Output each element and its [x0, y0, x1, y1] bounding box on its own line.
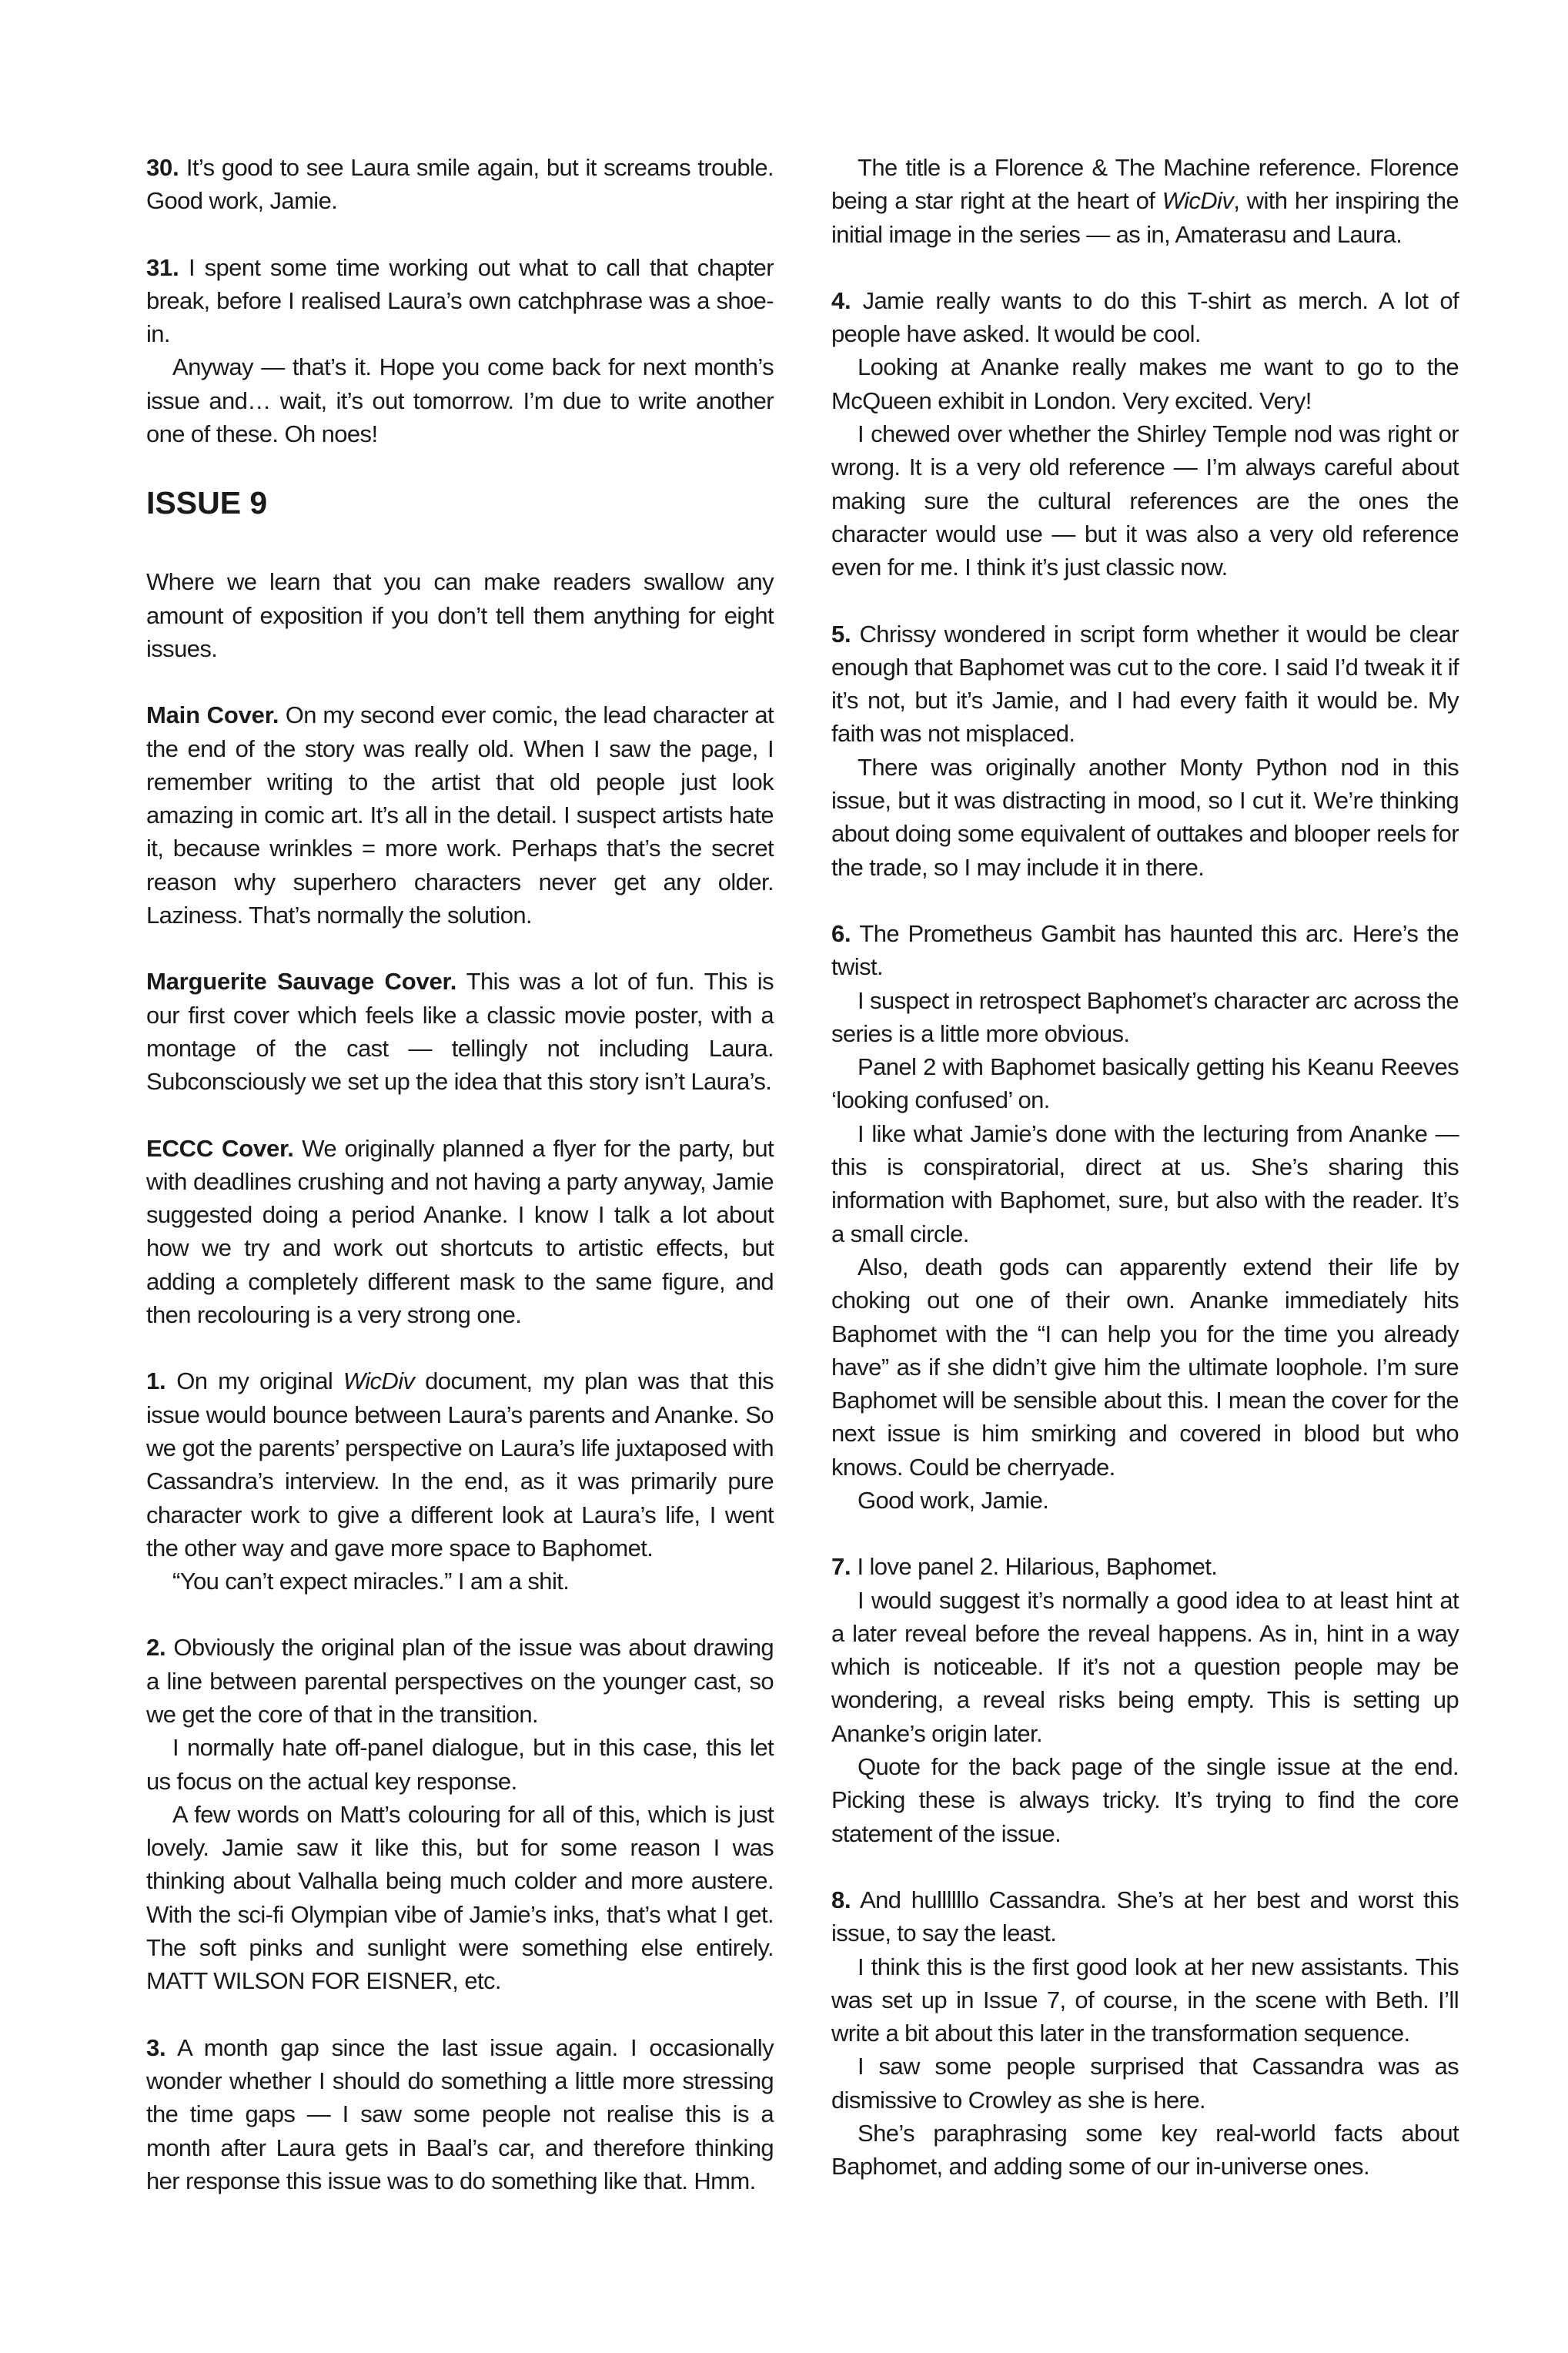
note-number: 30.	[146, 154, 179, 181]
note-text: We originally planned a flyer for the party, but with deadlines crushing and not having a party anyway, Jamie suggested doing a period Ananke. I know I talk a lot about how we try and work out shortcuts to artistic effects, but adding a completely different mask to the same figure, and then recolouring is a very strong one.	[146, 1134, 774, 1329]
note-text: And hullllllo Cassandra. She’s at her best and worst this issue, to say the least.	[831, 1886, 1459, 1947]
note-paragraph	[831, 151, 1459, 251]
note-paragraph: Quote for the back page of the single issue at the end. Picking these is always tricky. It’s trying to find the core statement of the issue.	[831, 1753, 1459, 1847]
note-30	[146, 151, 774, 218]
note-text: This was a lot of fun. This is our first cover which feels like a classic movie poster, with a montage of the cast — tellingly not including Laura. Subconsciously we set up the idea that this story isn’t Laura’s.	[146, 968, 774, 1096]
note-number: 8.	[831, 1886, 851, 1913]
note-number: 1.	[146, 1367, 166, 1395]
note-paragraph	[831, 917, 1459, 984]
note-lead: Marguerite Sauvage Cover.	[146, 968, 457, 996]
note-eccc-cover	[146, 1132, 774, 1332]
note-number: 4.	[831, 286, 851, 314]
note-text: document, my plan was that this issue would bounce between Laura’s parents and Ananke. So we got the parents’ perspective on Laura’s life juxtaposed with Cassandra’s interview. In the end, as it was primarily pure character work to give a different look at Laura’s life, I went the other way and gave more space to Baphomet.	[146, 1367, 774, 1561]
note-paragraph	[831, 618, 1459, 751]
note-8	[831, 1883, 1459, 2184]
note-3	[146, 2031, 774, 2197]
note-text: I love panel 2. Hilarious, Baphomet.	[857, 1553, 1218, 1581]
note-number: 5.	[831, 620, 851, 648]
note-paragraph: “You can’t expect miracles.” I am a shit.	[172, 1568, 570, 1595]
note-paragraph	[831, 1550, 1459, 1583]
note-number: 31.	[146, 253, 179, 281]
note-text: , with her inspiring the initial image in the series — as in, Amaterasu and Laura.	[831, 187, 1459, 248]
note-text: Jamie really wants to do this T-shirt as merch. A lot of people have asked. It would be cool.	[831, 286, 1459, 348]
note-marguerite-sauvage-cover	[146, 965, 774, 1098]
note-lead: ECCC Cover.	[146, 1134, 294, 1162]
note-text: Chrissy wondered in script form whether it would be clear enough that Baphomet was cut to the core. I said I’d tweak it if it’s not, but it’s Jamie, and I had every faith it would be. My faith was not misplaced.	[831, 620, 1459, 748]
note-paragraph	[146, 698, 774, 932]
note-paragraph: Panel 2 with Baphomet basically getting his Keanu Reeves ‘looking confused’ on.	[831, 1053, 1459, 1114]
note-text: A month gap since the last issue again. I occasionally wonder whether I should do something a little more stressing the time gaps — I saw some people not realise this is a month after Laura gets in Baal’s car, and therefore thinking her response this issue was to do something like that. Hmm.	[146, 2033, 774, 2194]
note-2	[146, 1631, 774, 1997]
note-text: It’s good to see Laura smile again, but it screams trouble. Good work, Jamie.	[146, 154, 774, 215]
note-paragraph	[146, 1631, 774, 1731]
issue-intro: Where we learn that you can make readers swallow any amount of exposition if you don’t tell them anything for eight issues.	[146, 568, 774, 662]
note-text: On my original	[176, 1367, 343, 1395]
note-paragraph: A few words on Matt’s colouring for all of this, which is just lovely. Jamie saw it like this, but for some reason I was thinking about Valhalla being much colder and more austere. With the sci-fi Olympian vibe of Jamie’s inks, that’s what I get. The soft pinks and sunlight were something else entirely. MATT WILSON FOR EISNER, etc.	[146, 1800, 774, 1995]
note-paragraph: I think this is the first good look at her new assistants. This was set up in Issue 7, of course, in the scene with Beth. I’ll write a bit about this later in the transformation sequence.	[831, 1953, 1459, 2047]
note-paragraph: Also, death gods can apparently extend their life by choking out one of their own. Ananke immediately hits Baphomet with the “I can help you for the time you already have” as if she didn’t give him the ultimate loophole. I’m sure Baphomet will be sensible about this. I mean the cover for the next issue is him smirking and covered in blood but who knows. Could be cherryade.	[831, 1253, 1459, 1481]
note-text: On my second ever comic, the lead character at the end of the story was really old. When I saw the page, I remember writing to the artist that old people just look amazing in comic art. It’s all in the detail. I suspect artists hate it, because wrinkles = more work. Perhaps that’s the secret reason why superhero characters never get any older. Laziness. That’s normally the solution.	[146, 701, 774, 929]
note-4	[831, 284, 1459, 584]
note-paragraph	[146, 965, 774, 1098]
note-paragraph: I chewed over whether the Shirley Temple nod was right or wrong. It is a very old reference — I’m always careful about making sure the cultural references are the ones the character would use — but it was also a very old reference even for me. I think it’s just classic now.	[831, 420, 1459, 581]
note-6	[831, 917, 1459, 1517]
note-5	[831, 618, 1459, 884]
note-paragraph: I suspect in retrospect Baphomet’s character arc across the series is a little more obvious.	[831, 986, 1459, 1047]
note-1	[146, 1364, 774, 1598]
note-paragraph	[146, 151, 774, 218]
note-number: 3.	[146, 2033, 166, 2061]
note-paragraph: Good work, Jamie.	[858, 1486, 1049, 1514]
note-7	[831, 1550, 1459, 1850]
note-31	[146, 251, 774, 451]
note-paragraph: I like what Jamie’s done with the lecturing from Ananke — this is conspiratorial, direct at us. She’s sharing this information with Baphomet, sure, but also with the reader. It’s a small circle.	[831, 1120, 1459, 1247]
note-paragraph: I normally hate off-panel dialogue, but in this case, this let us focus on the actual key response.	[146, 1734, 774, 1795]
issue-heading: ISSUE 9	[146, 485, 268, 521]
note-paragraph	[831, 284, 1459, 351]
note-paragraph: Anyway — that’s it. Hope you come back for next month’s issue and… wait, it’s out tomorrow. I’m due to write another one of these. Oh noes!	[146, 353, 774, 448]
note-paragraph: I saw some people surprised that Cassandra was as dismissive to Crowley as she is here.	[831, 2053, 1459, 2114]
note-lead: Main Cover.	[146, 701, 279, 729]
note-paragraph: Looking at Ananke really makes me want to go to the McQueen exhibit in London. Very excited. Very!	[831, 353, 1459, 414]
note-paragraph	[146, 1132, 774, 1332]
note-number: 6.	[831, 919, 851, 947]
note-paragraph: She’s paraphrasing some key real-world facts about Baphomet, and adding some of our in-universe ones.	[831, 2120, 1459, 2181]
note-paragraph	[146, 251, 774, 351]
series-title: WicDiv	[343, 1367, 415, 1395]
note-text: The Prometheus Gambit has haunted this arc. Here’s the twist.	[831, 919, 1459, 981]
note-paragraph	[146, 1364, 774, 1565]
right-column	[831, 151, 1459, 2217]
note-text: The title is a Florence & The Machine reference. Florence being a star right at the heart of	[831, 154, 1459, 215]
note-text: I spent some time working out what to call that chapter break, before I realised Laura’s own catchphrase was a shoe-in.	[146, 253, 774, 348]
series-title: WicDiv	[1162, 187, 1234, 215]
note-paragraph: There was originally another Monty Python nod in this issue, but it was distracting in mood, so I cut it. We’re thinking about doing some equivalent of outtakes and blooper reels for the trade, so I may include it in there.	[831, 753, 1459, 881]
left-column	[146, 151, 774, 2231]
note-paragraph	[831, 1883, 1459, 1950]
note-3-continuation	[831, 151, 1459, 251]
note-paragraph: I would suggest it’s normally a good idea to at least hint at a later reveal before the reveal happens. As in, hint in a way which is noticeable. If it’s not a question people may be wondering, a reveal risks being empty. This is setting up Ananke’s origin later.	[831, 1586, 1459, 1747]
note-number: 7.	[831, 1553, 851, 1581]
note-text: Obviously the original plan of the issue was about drawing a line between parental perspectives on the younger cast, so we get the core of that in the transition.	[146, 1634, 774, 1728]
note-paragraph	[146, 2031, 774, 2197]
note-number: 2.	[146, 1634, 166, 1662]
note-main-cover	[146, 698, 774, 932]
